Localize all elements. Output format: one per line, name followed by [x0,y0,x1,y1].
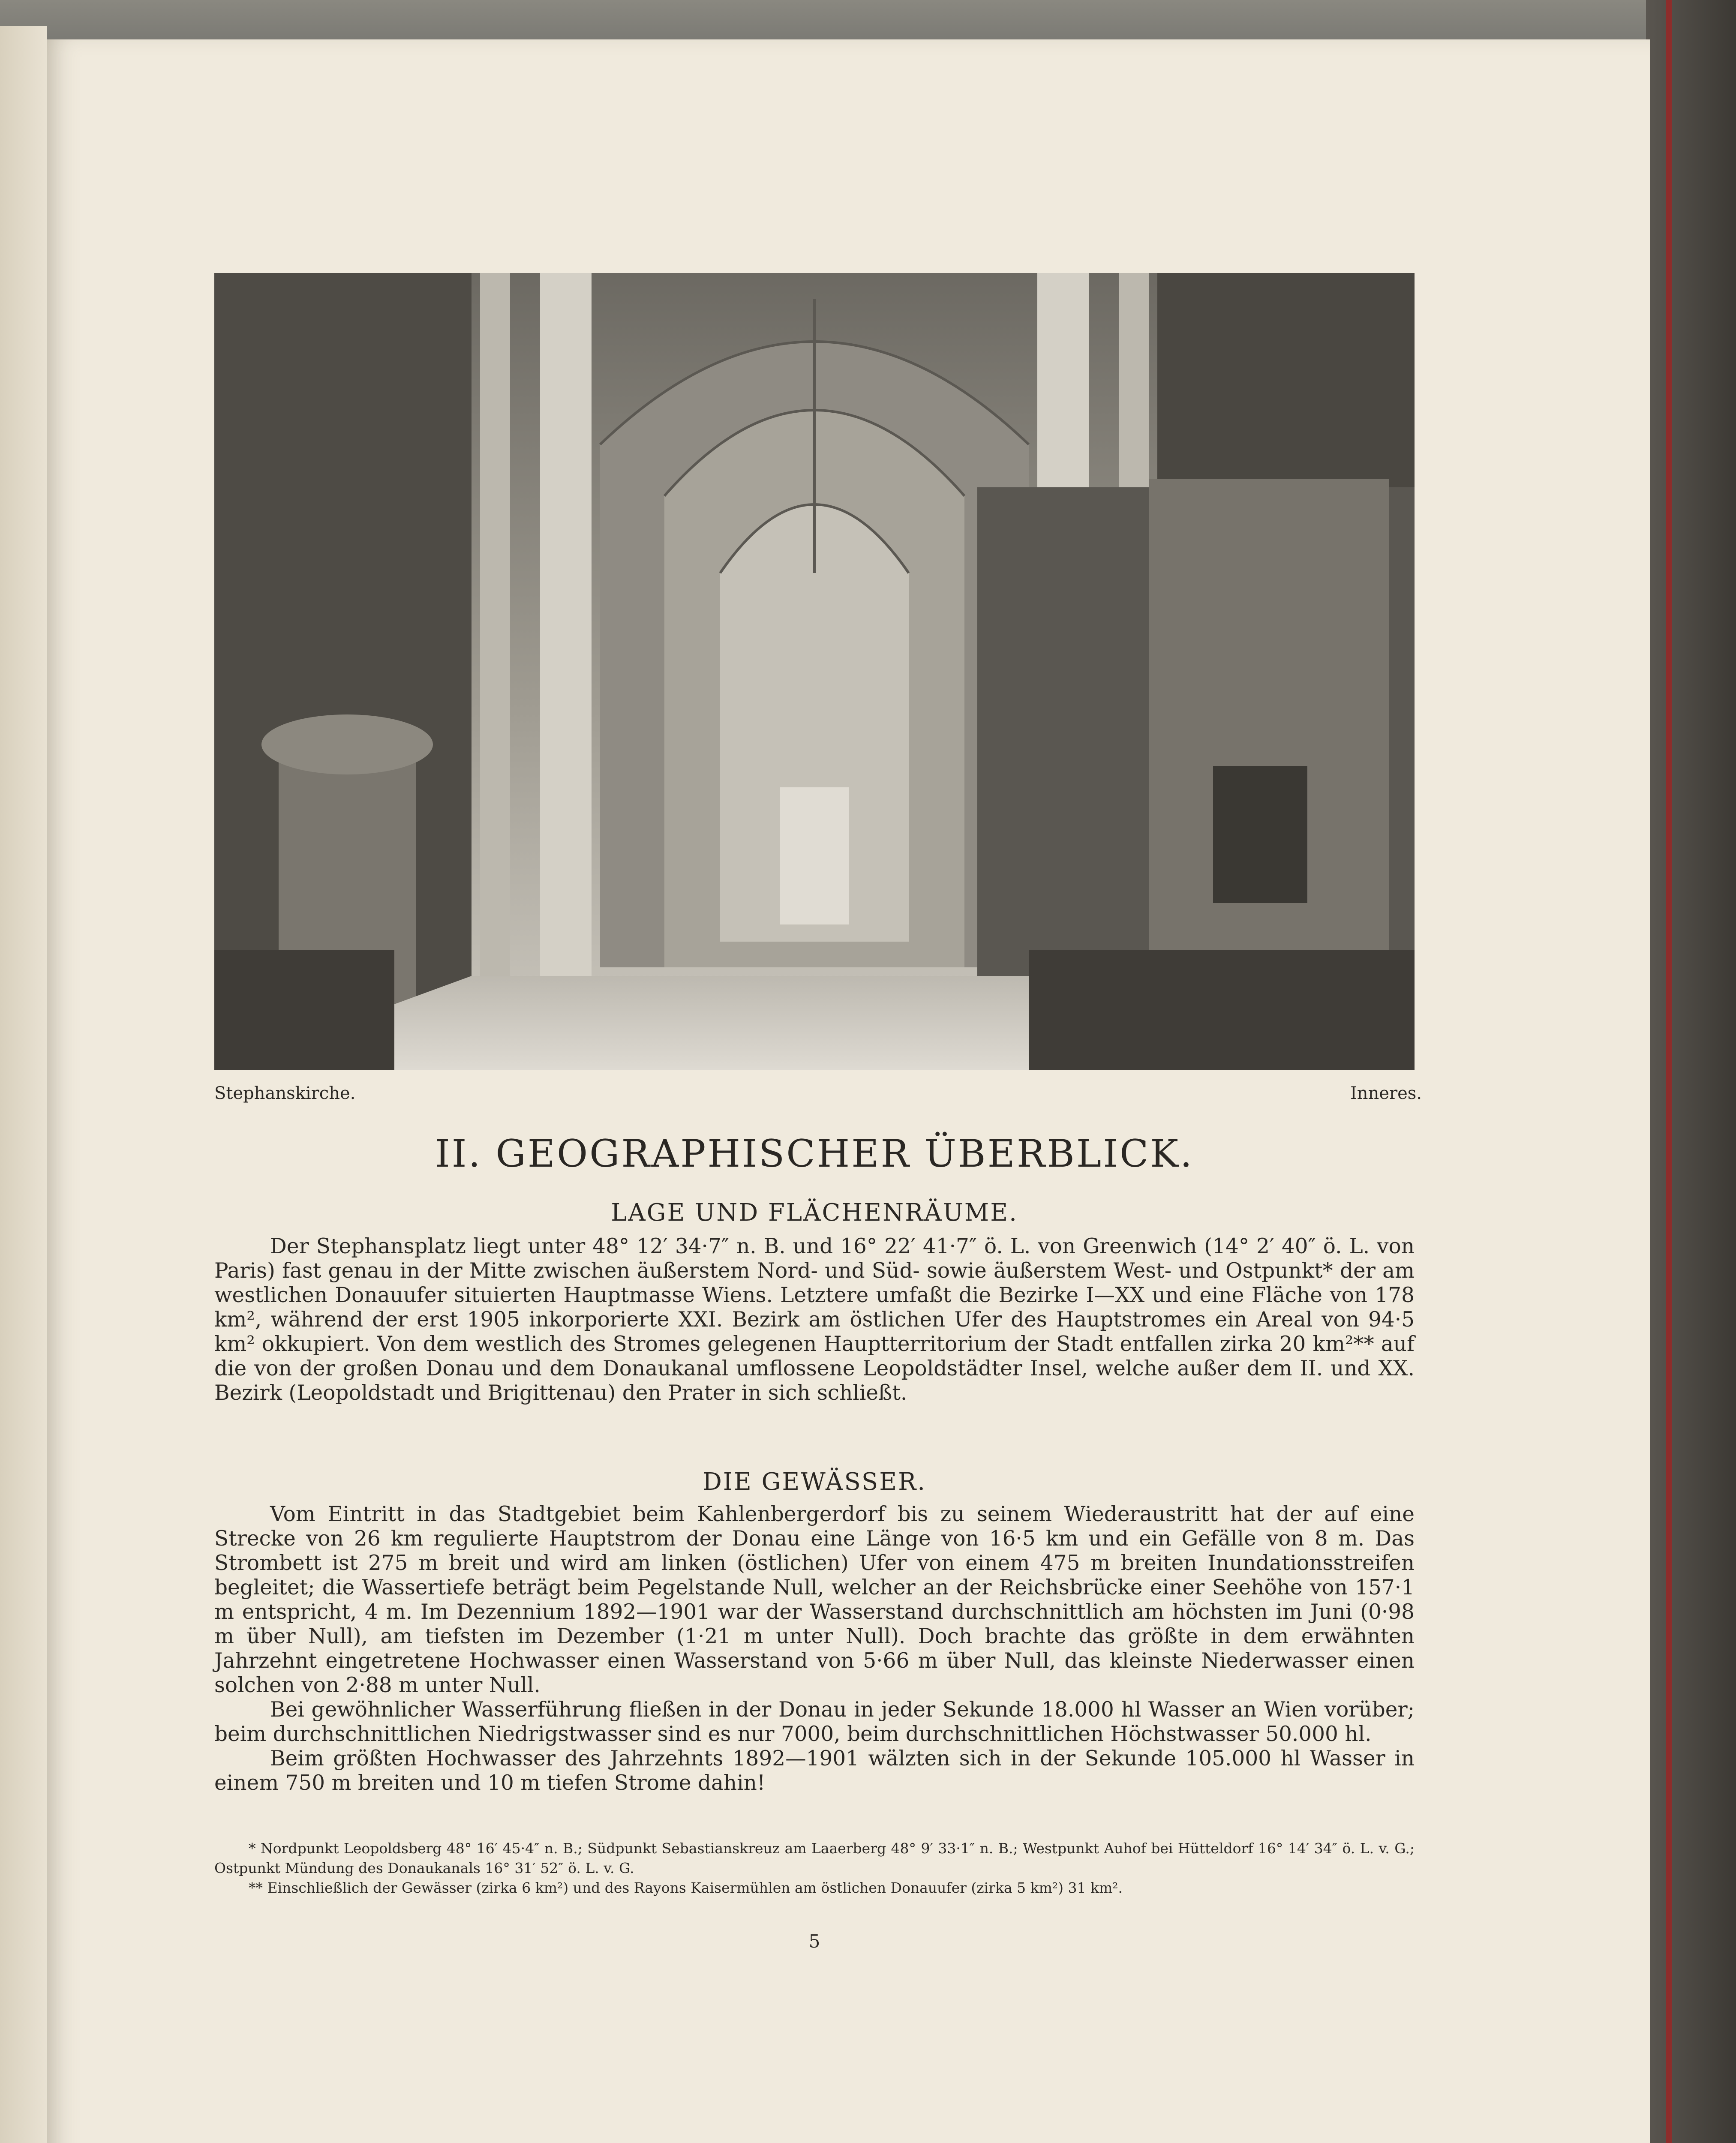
footnotes [214,1839,1415,1898]
figure-caption-left: Stephanskirche. [214,1084,356,1103]
section-heading-gewaesser: DIE GEWÄSSER. [702,1468,927,1496]
paragraph: Bei gewöhnlicher Wasserführung fließen in der Donau in jeder Sekunde 18.000 hl Wasser an Wien vorüber; beim durchschnittlichen Niedrigstwasser sind es nur 7000, beim durchschnittlichen Höchstwasser 50.000 hl. [214,1698,1415,1746]
book-cover-edge [1646,0,1736,2143]
paragraph: Beim größten Hochwasser des Jahrzehnts 1892—1901 wälzten sich in der Sekunde 105.000 hl Wasser in einem 750 m breiten und 10 m tiefen Strome dahin! [214,1747,1415,1795]
paragraph: Der Stephansplatz liegt unter 48° 12′ 34·7″ n. B. und 16° 22′ 41·7″ ö. L. von Greenwich (14° 2′ 40″ ö. L. von Paris) fast genau in der Mitte zwischen äußerstem Nord- und Süd- sowie äußerstem West- und Ostpunkt* der am westlichen Donauufer situierten Hauptmasse Wiens. Letztere umfaßt die Bezirke I—XX und eine Fläche von 178 km², während der erst 1905 inkorporierte XXI. Bezirk am östlichen Ufer des Hauptstromes ein Areal von 94·5 km² okkupiert. Von dem westlich des Stromes gelegenen Hauptterritorium der Stadt entfallen zirka 20 km²** auf die von der großen Donau und dem Donaukanal umflossene Leopoldstädter Insel, welche außer dem II. und XX. Bezirk (Leopoldstadt und Brigittenau) den Prater in sich schließt. [214,1234,1415,1405]
book-cover-top [0,0,1736,41]
figure-caption-right: Inneres. [1350,1084,1422,1103]
section-lage-text [214,1234,1415,1405]
footnote: ** Einschließlich der Gewässer (zirka 6 km²) und des Rayons Kaisermühlen am östlichen Donauufer (zirka 5 km²) 31 km². [249,1879,1123,1896]
facing-page-edge [0,26,47,2143]
chapter-title: II. GEOGRAPHISCHER ÜBERBLICK. [435,1132,1194,1176]
paragraph: Vom Eintritt in das Stadtgebiet beim Kahlenbergerdorf bis zu seinem Wiederaustritt hat der auf eine Strecke von 26 km regulierte Hauptstrom der Donau eine Länge von 16·5 km und ein Gefälle von 8 m. Das Strombett ist 275 m breit und wird am linken (östlichen) Ufer von einem 475 m breiten Inundationsstreifen begleitet; die Wassertiefe beträgt beim Pegelstande Null, welcher an der Reichsbrücke einer Seehöhe von 157·1 m entspricht, 4 m. Im Dezennium 1892—1901 war der Wasserstand durchschnittlich am höchsten im Juni (0·98 m über Null), am tiefsten im Dezember (1·21 m unter Null). Doch brachte das größte in dem erwähnten Jahrzehnt eingetretene Hochwasser einen Wasserstand von 5·66 m über Null, das kleinste Niederwasser einen solchen von 2·88 m unter Null. [214,1502,1415,1697]
section-heading-lage: LAGE UND FLÄCHENRÄUME. [611,1199,1018,1227]
photo-illustration [214,273,1415,1070]
page-number: 5 [808,1931,820,1952]
cathedral-interior-photo [214,273,1415,1070]
cover-red-edge [1666,0,1672,2143]
section-gewaesser-text [214,1502,1415,1795]
footnote: * Nordpunkt Leopoldsberg 48° 16′ 45·4″ n. B.; Südpunkt Sebastianskreuz am Laaerberg 48° 9′ 33·1″ n. B.; Westpunkt Auhof bei Hütteldorf 16° 14′ 34″ ö. L. v. G.; Ostpunkt Mündung des Donaukanals 16° 31′ 52″ ö. L. v. G. [214,1840,1415,1876]
